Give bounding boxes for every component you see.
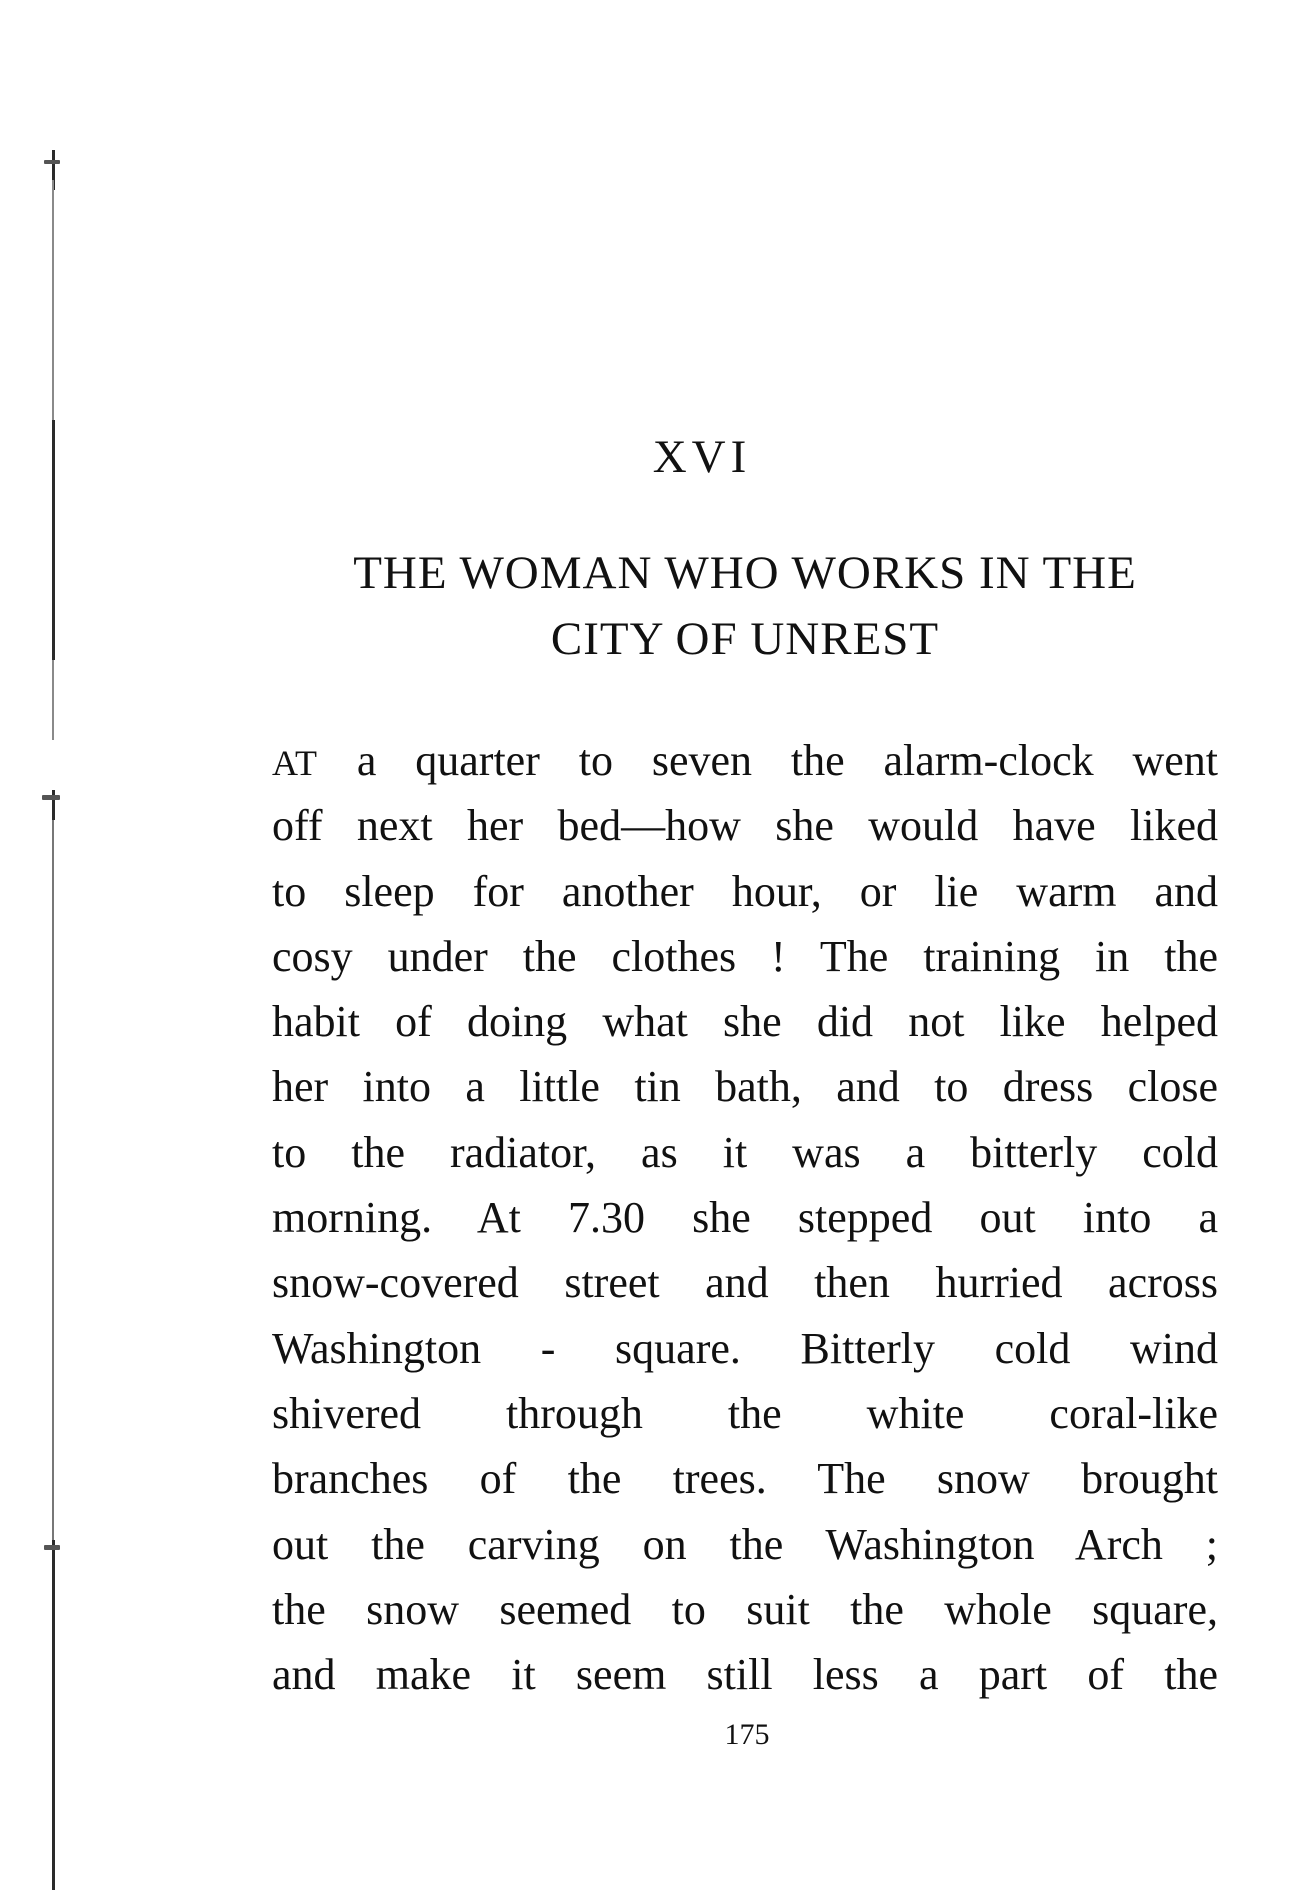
binding-mark: [52, 820, 54, 1540]
page-number: 175: [724, 1718, 770, 1751]
chapter-number: XVI: [652, 431, 752, 483]
text-line: off next her bed—how she would have liked: [272, 801, 1218, 851]
binding-mark: [44, 1545, 60, 1550]
text-line: and make it seem still less a part of the: [272, 1650, 1218, 1700]
text-line: her into a little tin bath, and to dress close: [272, 1062, 1218, 1112]
binding-mark: [52, 1540, 55, 1890]
text-line: to sleep for another hour, or lie warm and: [272, 866, 1218, 916]
text-line: snow-covered street and then hurried across: [272, 1258, 1218, 1308]
text-line: out the carving on the Washington Arch ;: [272, 1519, 1218, 1569]
text-line: [272, 728, 1218, 793]
text-line: the snow seemed to suit the whole square,: [272, 1584, 1218, 1634]
text-line: branches of the trees. The snow brought: [272, 1454, 1218, 1504]
body-paragraph: [272, 728, 1218, 1707]
chapter-title: [270, 540, 1220, 672]
text-line: to the radiator, as it was a bitterly cold: [272, 1127, 1218, 1177]
text-line: cosy under the clothes ! The training in the: [272, 931, 1218, 981]
text-line: habit of doing what she did not like helped: [272, 997, 1218, 1047]
binding-mark: [42, 795, 60, 800]
chapter-title-line: CITY OF UNREST: [550, 613, 940, 665]
text-line: shivered through the white coral-like: [272, 1388, 1218, 1438]
chapter-title-line: THE WOMAN WHO WORKS IN THE: [353, 547, 1137, 599]
text-line: morning. At 7.30 she stepped out into a: [272, 1193, 1218, 1243]
text-line-rest: a quarter to seven the alarm-clock went: [318, 736, 1218, 785]
text-line: Washington - square. Bitterly cold wind: [272, 1323, 1218, 1373]
binding-edge: [52, 0, 56, 1890]
binding-mark: [44, 160, 60, 164]
small-caps-opening: AT: [272, 743, 318, 783]
